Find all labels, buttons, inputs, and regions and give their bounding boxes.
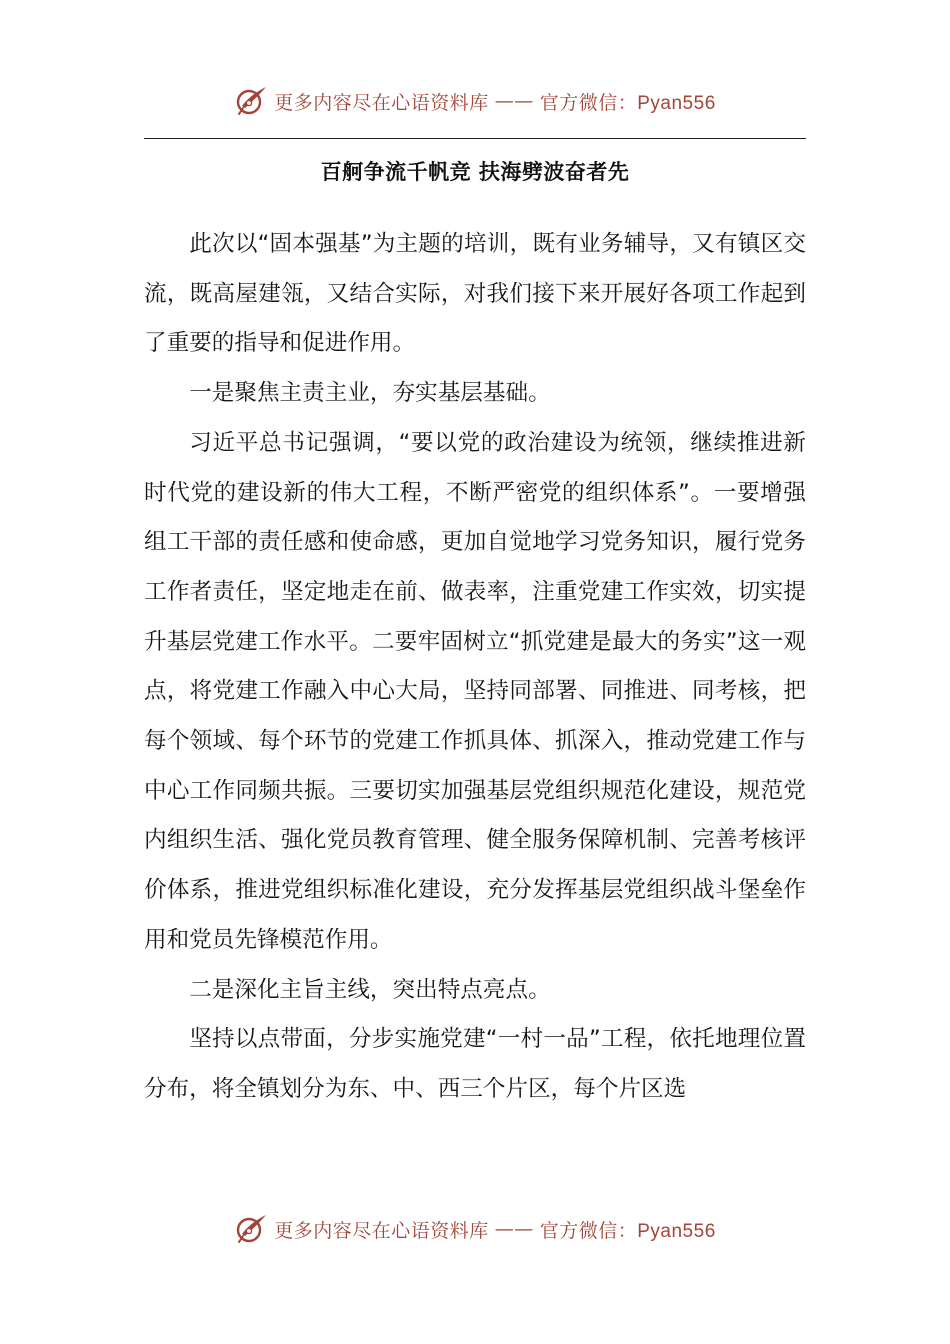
document-body: [144, 220, 806, 1115]
header-watermark-banner: [0, 84, 950, 118]
document-title: 百舸争流千帆竞 扶海劈波奋者先: [320, 160, 630, 184]
banner-promo-text: 更多内容尽在心语资料库: [274, 91, 489, 114]
paragraph-heading-two: 二是深化主旨主线，突出特点亮点。: [189, 976, 551, 1003]
paragraph-heading-one: 一是聚焦主责主业，夯实基层基础。: [189, 380, 551, 407]
banner-wechat-text: 官方微信：Pyan556: [539, 1220, 716, 1242]
footer-watermark-banner: [0, 1212, 950, 1246]
paragraph-section-one: 习近平总书记强调，“要以党的政治建设为统领，继续推进新时代党的建设新的伟大工程，不断严密党的组织体系”。一要增强组工干部的责任感和使命感，更加自觉地学习党务知识，履行党务工作者责任，坚定地走在前、做表率，注重党建工作实效，切实提升基层党建工作水平。二要牢固树立“抓党建是最大的务实”这一观点，将党建工作融入中心大局，坚持同部署、同推进、同考核，把每个领域、每个环节的党建工作抓具体、抓深入，推动党建工作与中心工作同频共振。三要切实加强基层党组织规范化建设，规范党内组织生活、强化党员教育管理、健全服务保障机制、完善考核评价体系，推进党组织标准化建设，充分发挥基层党组织战斗堡垒作用和党员先锋模范作用。: [144, 429, 806, 953]
banner-promo-text: 更多内容尽在心语资料库: [274, 1219, 489, 1242]
banner-dash: ——: [494, 90, 534, 112]
banner-dash: ——: [494, 1218, 534, 1240]
banner-wechat-text: 官方微信：Pyan556: [539, 92, 716, 114]
quill-pen-logo-icon: [234, 84, 268, 118]
quill-pen-logo-icon: [234, 1212, 268, 1246]
paragraph-intro: 此次以“固本强基”为主题的培训，既有业务辅导，又有镇区交流，既高屋建瓴，又结合实际，对我们接下来开展好各项工作起到了重要的指导和促进作用。: [144, 231, 806, 357]
paragraph-section-two: 坚持以点带面，分步实施党建“一村一品”工程，依托地理位置分布，将全镇划分为东、中、西三个片区，每个片区选: [144, 1026, 806, 1102]
header-divider: [144, 138, 806, 139]
